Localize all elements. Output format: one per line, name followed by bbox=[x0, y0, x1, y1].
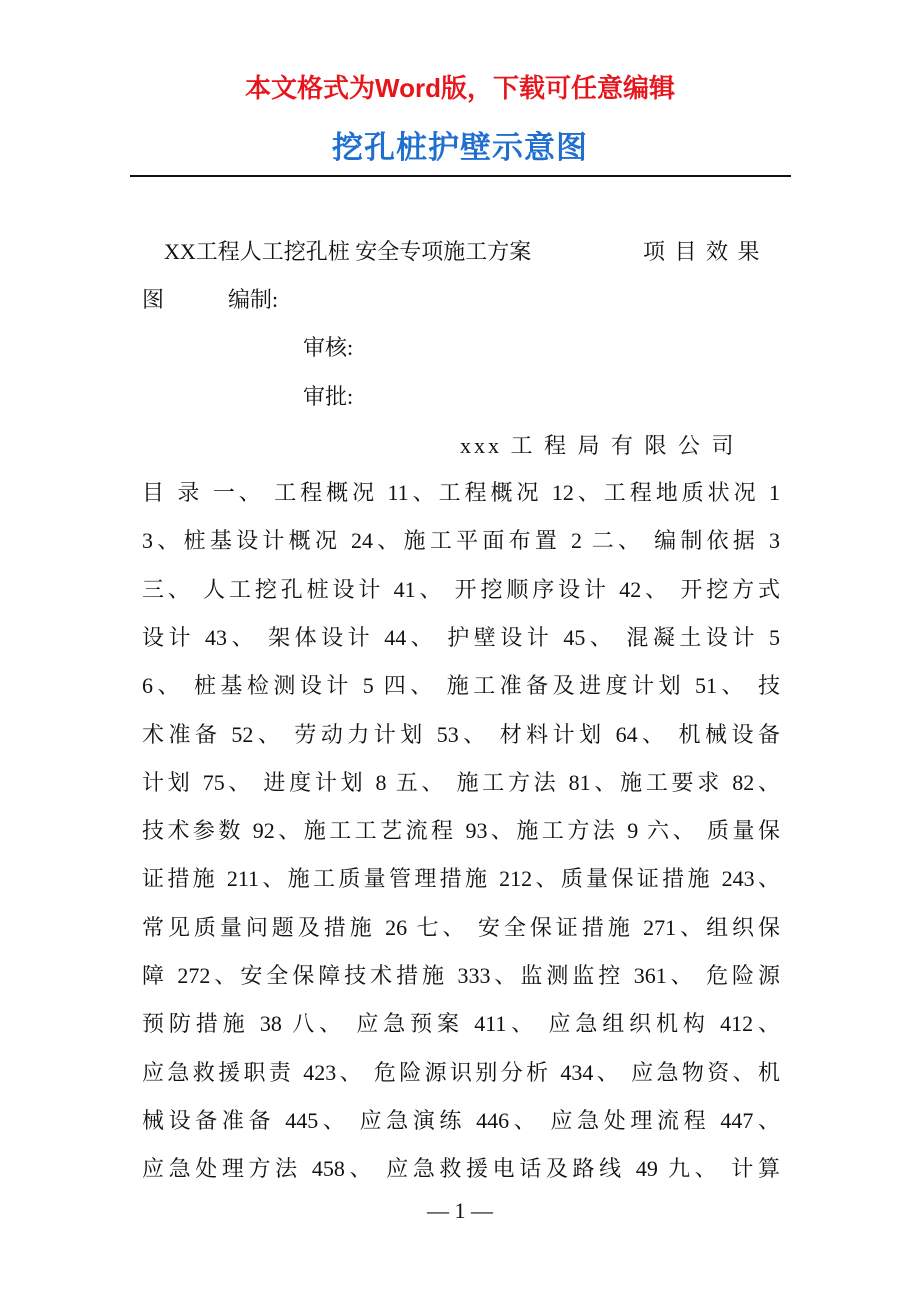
toc-line: 常见质量问题及措施 26 七、 安全保证措施 271、组织保 bbox=[142, 914, 780, 940]
toc-line: 3、桩基设计概况 24、施工平面布置 2 二、 编制依据 3 bbox=[142, 528, 780, 554]
toc-line: 技术参数 92、施工工艺流程 93、施工方法 9 六、 质量保 bbox=[142, 818, 780, 844]
approver-label: 审批: bbox=[303, 384, 354, 409]
toc-line: 三、 人工挖孔桩设计 41、 开挖顺序设计 42、 开挖方式 bbox=[142, 576, 780, 602]
toc-line: 证措施 211、施工质量管理措施 212、质量保证措施 243、 bbox=[142, 866, 780, 892]
toc-line: 应急处理方法 458、 应急救援电话及路线 49 九、 计算 bbox=[142, 1156, 780, 1182]
toc-line: 应急救援职责 423、 危险源识别分析 434、 应急物资、机 bbox=[142, 1059, 780, 1085]
effect-label-tail: 图 bbox=[142, 287, 165, 312]
title-divider bbox=[130, 175, 791, 177]
compiled-by-label: 编制: bbox=[228, 287, 279, 312]
word-format-notice: 本文格式为Word版，下载可任意编辑 bbox=[245, 73, 675, 103]
company-name: xxx 工 程 局 有 限 公 司 bbox=[460, 433, 737, 458]
toc-line: 械设备准备 445、 应急演练 446、 应急处理流程 447、 bbox=[142, 1107, 780, 1133]
project-effect-label: 项 目 效 果 bbox=[643, 239, 762, 264]
toc-line: 预防措施 38 八、 应急预案 411、 应急组织机构 412、 bbox=[142, 1011, 780, 1037]
document-title: 挖孔桩护壁示意图 bbox=[332, 130, 588, 165]
toc-line: 计划 75、 进度计划 8 五、 施工方法 81、施工要求 82、 bbox=[142, 769, 780, 795]
toc-line: 设计 43、 架体设计 44、 护壁设计 45、 混凝土设计 5 bbox=[142, 624, 780, 650]
toc-line: 6、 桩基检测设计 5 四、 施工准备及进度计划 51、 技 bbox=[142, 673, 780, 699]
reviewer-label: 审核: bbox=[303, 335, 354, 360]
project-name: XX工程人工挖孔桩 安全专项施工方案 bbox=[164, 239, 532, 264]
toc-line: 目 录 一、 工程概况 11、工程概况 12、工程地质状况 1 bbox=[142, 480, 780, 505]
toc-line: 术准备 52、 劳动力计划 53、 材料计划 64、 机械设备 bbox=[142, 721, 780, 747]
toc-line: 障 272、安全保障技术措施 333、监测监控 361、 危险源 bbox=[142, 963, 780, 988]
page-number: — 1 — bbox=[427, 1198, 493, 1223]
